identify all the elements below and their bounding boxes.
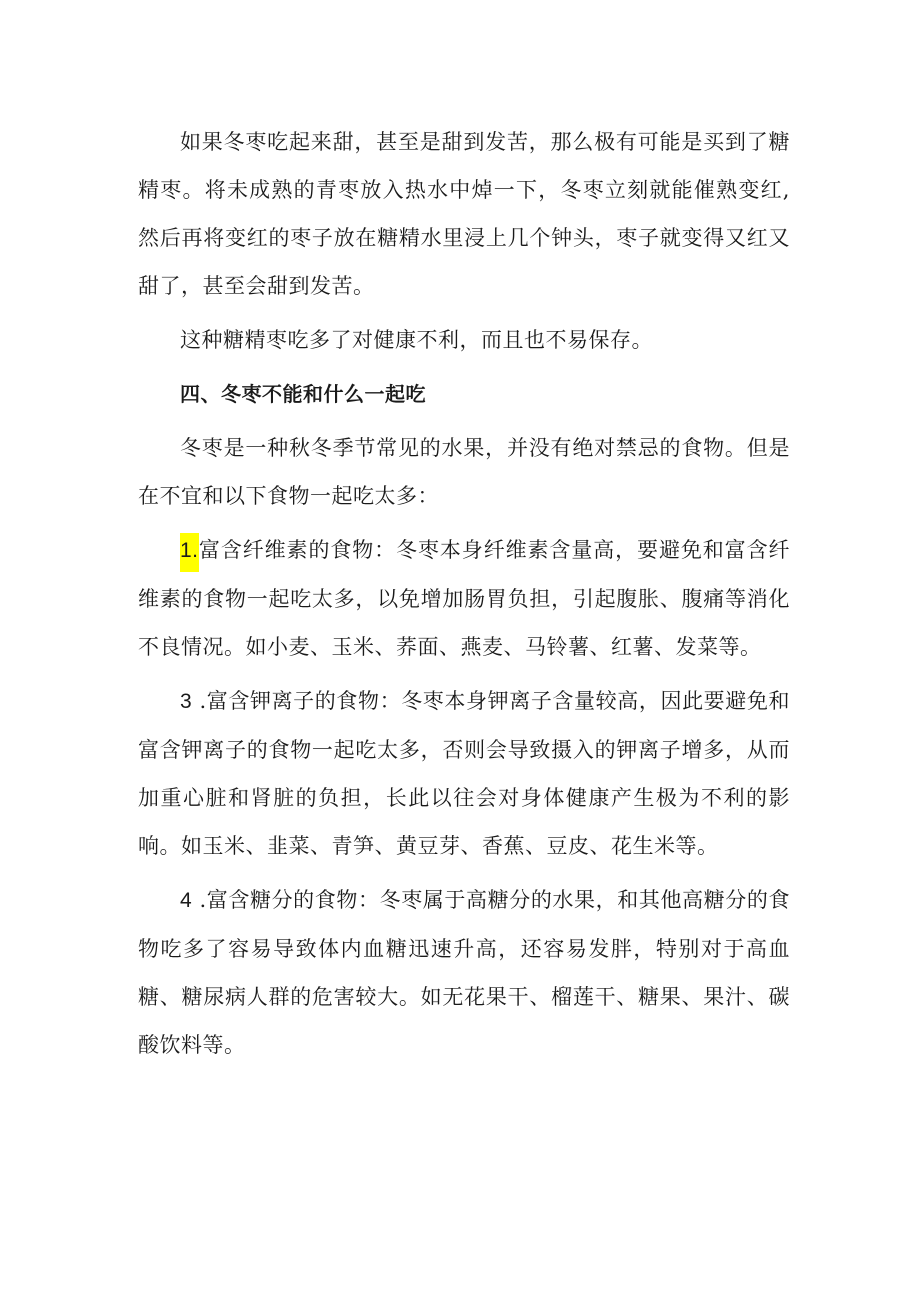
list-item-text: 富含纤维素的食物：冬枣本身纤维素含量高，要避免和富含纤维素的食物一起吃太多，以免增加肠胃负担，引起腹胀、腹痛等消化不良情况。如小麦、玉米、荞面、燕麦、马铃薯、红薯、发菜等。	[138, 538, 790, 659]
paragraph-health-warning: 这种糖精枣吃多了对健康不利，而且也不易保存。	[180, 328, 653, 352]
section-heading: 四、冬枣不能和什么一起吃	[180, 382, 426, 406]
list-item-text: .富含糖分的食物：冬枣属于高糖分的水果，和其他高糖分的食物吃多了容易导致体内血糖迅速升高，还容易发胖，特别对于高血糖、糖尿病人群的危害较大。如无花果干、榴莲干、糖果、果汁、碳酸饮料等。	[138, 888, 790, 1057]
list-number: 3	[180, 690, 193, 713]
list-item-text: .富含钾离子的食物：冬枣本身钾离子含量较高，因此要避免和富含钾离子的食物一起吃太多，否则会导致摄入的钾离子增多，从而加重心脏和肾脏的负担，长此以往会对身体健康产生极为不利的影响。如玉米、韭菜、青笋、黄豆芽、香蕉、豆皮、花生米等。	[138, 689, 790, 858]
paragraph-intro: 冬枣是一种秋冬季节常见的水果，并没有绝对禁忌的食物。但是在不宜和以下食物一起吃太多：	[138, 436, 790, 508]
list-item-sugar	[138, 876, 790, 1069]
list-number: 4	[180, 889, 193, 912]
paragraph-sugar-jujube: 如果冬枣吃起来甜，甚至是甜到发苦，那么极有可能是买到了糖精枣。将未成熟的青枣放入热水中焯一下，冬枣立刻就能催熟变红,然后再将变红的枣子放在糖精水里浸上几个钟头，枣子就变得又红又甜了，甚至会甜到发苦。	[138, 130, 790, 298]
list-item-potassium	[138, 677, 790, 870]
list-number-highlighted: 1.	[180, 533, 199, 572]
document-body	[138, 118, 790, 1075]
list-item-fiber	[138, 526, 790, 671]
